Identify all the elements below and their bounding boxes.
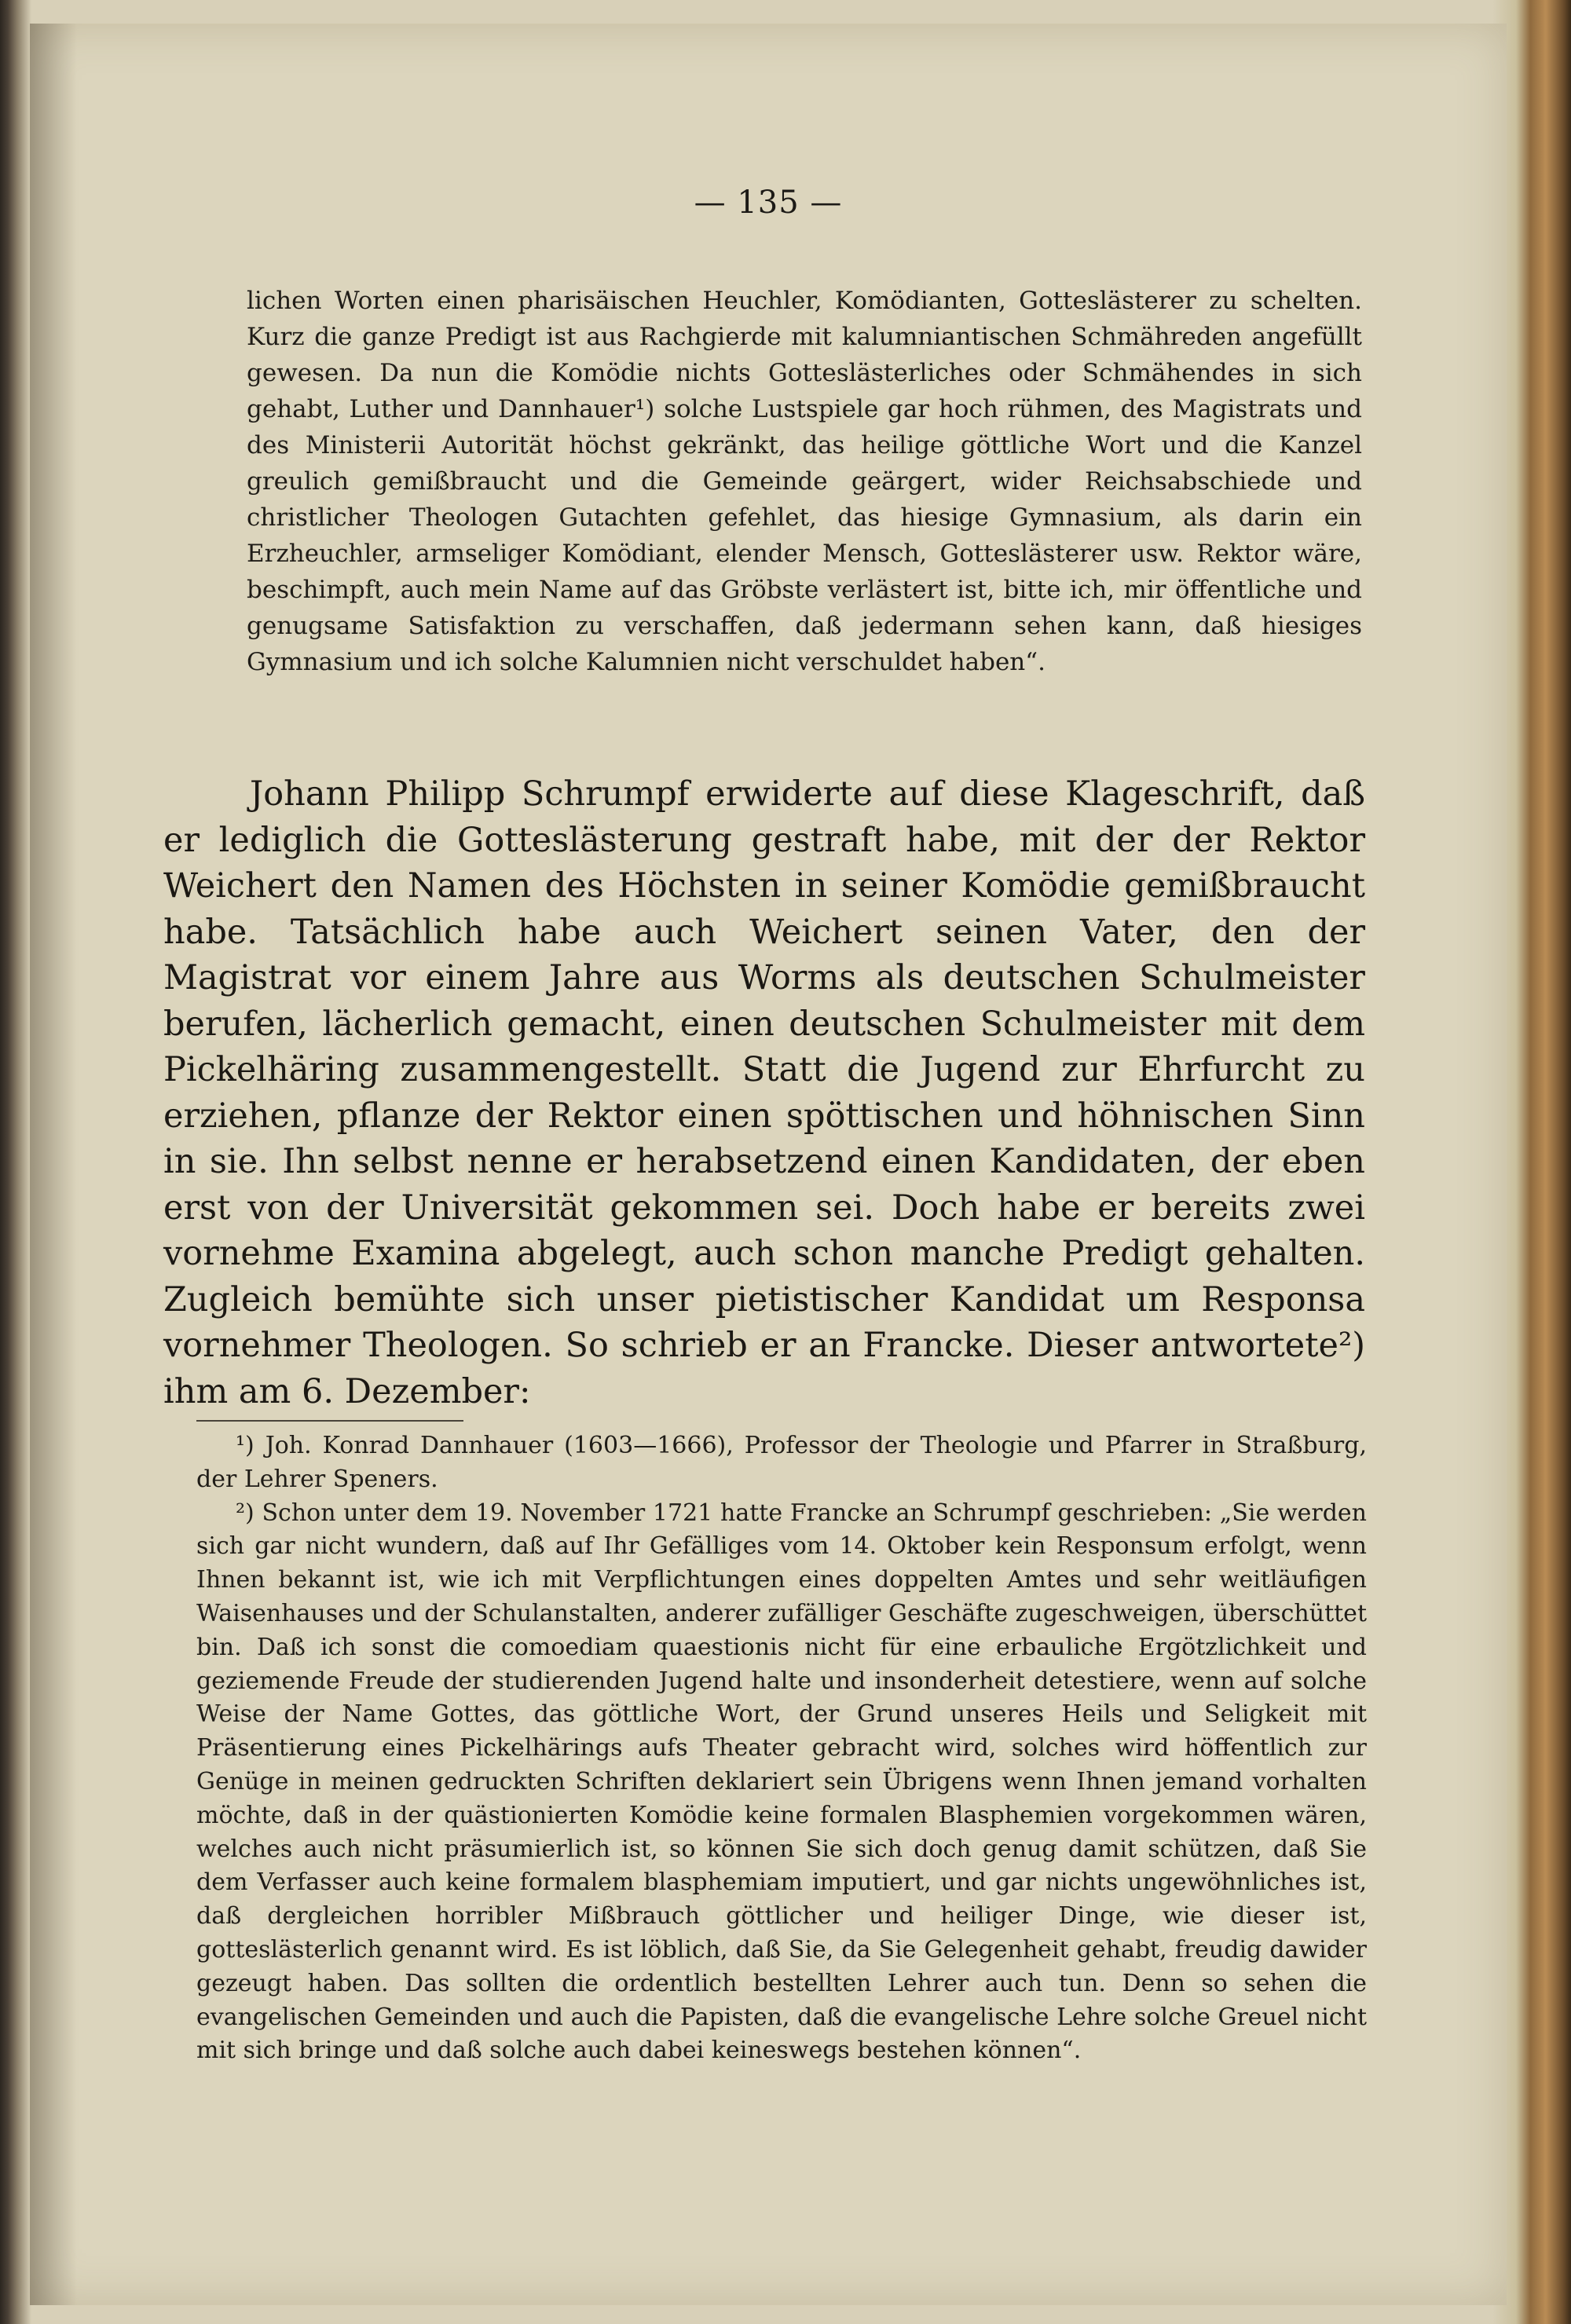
book-page	[30, 24, 1507, 2305]
page-number: — 135 —	[694, 185, 843, 221]
footnotes	[196, 1429, 1367, 2068]
main-text	[163, 771, 1365, 1415]
gutter-shadow	[30, 24, 77, 2305]
footnote-2: ²) Schon unter dem 19. November 1721 hatte Francke an Schrumpf geschrieben: „Sie werden sich gar nicht wundern, daß auf Ihr Gefälliges vom 14. Oktober kein Responsum erfolgt, wenn Ihnen bekannt ist, wie ich mit Verpflichtungen eines doppelten Amtes und sehr weitläufigen Waisenhauses und der Schulanstalten, anderer zufälliger Geschäfte zugeschweigen, überschüttet bin. Daß ich sonst die comoediam quaestionis nicht für eine erbauliche Ergötzlichkeit und geziemende Freude der studierenden Jugend halte und insonderheit detestiere, wenn auf solche Weise der Name Gottes, das göttliche Wort, der Grund unseres Heils und Seligkeit mit Präsentierung eines Pickelhärings aufs Theater gebracht wird, solches wird höffentlich zur Genüge in meinen gedruckten Schriften deklariert sein Übrigens wenn Ihnen jemand vorhalten möchte, daß in der quästionierten Komödie keine formalen Blasphemien vorgekommen wären, welches auch nicht präsumierlich ist, so können Sie sich doch genug damit schützen, daß Sie dem Verfasser auch keine formalem blasphemiam imputiert, und gar nichts ungewöhnliches ist, daß dergleichen horribler Mißbrauch göttlicher und heiliger Dinge, wie dieser ist, gotteslästerlich genannt wird. Es ist löblich, daß Sie, da Sie Gelegenheit gehabt, freudig dawider gezeugt haben. Das sollten die ordentlich bestellten Lehrer auch tun. Denn so sehen die evangelischen Gemeinden und auch die Papisten, daß die evangelische Lehre solche Greuel nicht mit sich bringe und daß solche auch dabei keineswegs bestehen können“.	[196, 1499, 1367, 2065]
letter-quote-block	[247, 283, 1362, 680]
footnote-divider	[196, 1420, 463, 1422]
footnote-1: ¹) Joh. Konrad Dannhauer (1603—1666), Professor der Theologie und Pfarrer in Straßburg, der Lehrer Speners.	[196, 1432, 1367, 1493]
letter-continuation: lichen Worten einen pharisäischen Heuchler, Komödianten, Gotteslästerer zu schelten. Kurz die ganze Predigt ist aus Rachgierde mit kalumniantischen Schmähreden angefüllt gewesen. Da nun die Komödie nichts Gotteslästerliches oder Schmähendes in sich gehabt, Luther und Dannhauer¹) solche Lustspiele gar hoch rühmen, des Magistrats und des Ministerii Autorität höchst gekränkt, das heilige göttliche Wort und die Kanzel greulich gemißbraucht und die Gemeinde geärgert, wider Reichsabschiede und christlicher Theologen Gutachten gefehlet, das hiesige Gymnasium, als darin ein Erzheuchler, armseliger Komödiant, elender Mensch, Gotteslästerer usw. Rektor wäre, beschimpft, auch mein Name auf das Gröbste verlästert ist, bitte ich, mir öffentliche und genugsame Satisfaktion zu verschaffen, daß jedermann sehen kann, daß hiesiges Gymnasium und ich solche Kalumnien nicht verschuldet haben“.	[247, 287, 1362, 676]
main-paragraph: Johann Philipp Schrumpf erwiderte auf diese Klageschrift, daß er lediglich die Gotteslästerung gestraft habe, mit der der Rektor Weichert den Namen des Höchsten in seiner Komödie gemißbraucht habe. Tatsächlich habe auch Weichert seinen Vater, den der Magistrat vor einem Jahre aus Worms als deutschen Schulmeister berufen, lächerlich gemacht, einen deutschen Schulmeister mit dem Pickelhäring zusammengestellt. Statt die Jugend zur Ehrfurcht zu erziehen, pflanze der Rektor einen spöttischen und höhnischen Sinn in sie. Ihn selbst nenne er herabsetzend einen Kandidaten, der eben erst von der Universität gekommen sei. Doch habe er bereits zwei vornehme Examina abgelegt, auch schon manche Predigt gehalten. Zugleich bemühte sich unser pietistischer Kandidat um Responsa vornehmer Theologen. So schrieb er an Francke. Dieser antwortete²) ihm am 6. Dezember:	[163, 774, 1365, 1411]
